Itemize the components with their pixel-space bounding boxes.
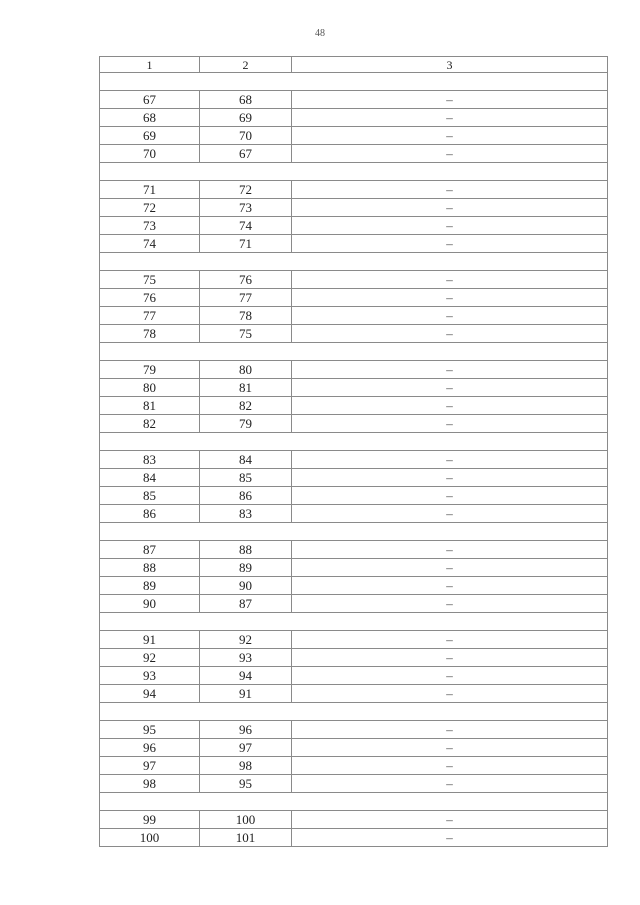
- table-cell-col2: 97: [200, 739, 292, 756]
- table-row: [99, 577, 608, 595]
- table-cell-col3: –: [446, 452, 453, 467]
- table-row: [99, 757, 608, 775]
- table-row: [99, 685, 608, 703]
- table-cell-col1: 74: [100, 235, 200, 252]
- table-row: [99, 451, 608, 469]
- table-cell-col3: –: [446, 668, 453, 683]
- table-cell-col1: 93: [100, 667, 200, 684]
- table-cell-col3: –: [446, 308, 453, 323]
- table-cell-col1: 73: [100, 217, 200, 234]
- table-cell-col3: –: [446, 542, 453, 557]
- table-row: [99, 145, 608, 163]
- table-cell-col2: 80: [200, 361, 292, 378]
- table-cell-col2: 74: [200, 217, 292, 234]
- table-cell-col2: 88: [200, 541, 292, 558]
- table-cell-col3: –: [446, 488, 453, 503]
- table-cell-col3: –: [446, 812, 453, 827]
- table-cell-col1: 70: [100, 145, 200, 162]
- table-row: [99, 199, 608, 217]
- table-cell-col2: 98: [200, 757, 292, 774]
- table-cell-col1: 91: [100, 631, 200, 648]
- table-row: [99, 91, 608, 109]
- table-row: [99, 775, 608, 793]
- table-cell-col1: 77: [100, 307, 200, 324]
- table-cell-col2: 94: [200, 667, 292, 684]
- table-cell-col1: 85: [100, 487, 200, 504]
- table-row: [99, 127, 608, 145]
- table-cell-col1: 100: [100, 829, 200, 846]
- table-cell-col2: 93: [200, 649, 292, 666]
- table-cell-col1: 83: [100, 451, 200, 468]
- table-row: [99, 307, 608, 325]
- table-cell-col1: 99: [100, 811, 200, 828]
- table-cell-col2: 78: [200, 307, 292, 324]
- table-cell-col3: –: [446, 506, 453, 521]
- group-separator-row: [99, 433, 608, 451]
- column-header-2: 2: [200, 57, 292, 72]
- table-cell-col2: 96: [200, 721, 292, 738]
- table-cell-col2: 68: [200, 91, 292, 108]
- table-cell-col3: –: [446, 362, 453, 377]
- table-cell-col2: 95: [200, 775, 292, 792]
- table-cell-col1: 90: [100, 595, 200, 612]
- table-cell-col1: 89: [100, 577, 200, 594]
- table-cell-col1: 95: [100, 721, 200, 738]
- group-separator-row: [99, 793, 608, 811]
- table-cell-col1: 84: [100, 469, 200, 486]
- table-row: [99, 487, 608, 505]
- table-row: [99, 649, 608, 667]
- table-cell-col3: –: [446, 578, 453, 593]
- group-separator-row: [99, 343, 608, 361]
- table-cell-col2: 91: [200, 685, 292, 702]
- table-cell-col3: –: [446, 560, 453, 575]
- table-cell-col1: 79: [100, 361, 200, 378]
- group-separator-row: [99, 703, 608, 721]
- table-cell-col3: –: [446, 236, 453, 251]
- table-cell-col1: 67: [100, 91, 200, 108]
- table-cell-col2: 72: [200, 181, 292, 198]
- table-cell-col1: 87: [100, 541, 200, 558]
- group-separator-row: [99, 73, 608, 91]
- table-cell-col1: 68: [100, 109, 200, 126]
- table-cell-col2: 83: [200, 505, 292, 522]
- table-cell-col2: 77: [200, 289, 292, 306]
- table-cell-col1: 81: [100, 397, 200, 414]
- table-cell-col3: –: [446, 650, 453, 665]
- table-cell-col3: –: [446, 740, 453, 755]
- table-row: [99, 505, 608, 523]
- table-row: [99, 109, 608, 127]
- table-cell-col1: 80: [100, 379, 200, 396]
- table-row: [99, 559, 608, 577]
- table-cell-col3: –: [446, 146, 453, 161]
- table-cell-col2: 67: [200, 145, 292, 162]
- group-separator-row: [99, 163, 608, 181]
- table-row: [99, 667, 608, 685]
- table-row: [99, 415, 608, 433]
- column-header-3: 3: [446, 58, 453, 72]
- table-cell-col1: 98: [100, 775, 200, 792]
- table-row: [99, 541, 608, 559]
- table-row: [99, 181, 608, 199]
- table-cell-col3: –: [446, 632, 453, 647]
- table-cell-col2: 84: [200, 451, 292, 468]
- table-cell-col3: –: [446, 776, 453, 791]
- table-cell-col2: 75: [200, 325, 292, 342]
- group-separator-row: [99, 523, 608, 541]
- table-row: [99, 361, 608, 379]
- table-cell-col2: 69: [200, 109, 292, 126]
- table-cell-col2: 86: [200, 487, 292, 504]
- table-cell-col2: 87: [200, 595, 292, 612]
- table-cell-col1: 86: [100, 505, 200, 522]
- table-cell-col1: 92: [100, 649, 200, 666]
- table-cell-col3: –: [446, 380, 453, 395]
- group-separator-row: [99, 253, 608, 271]
- table-cell-col3: –: [446, 128, 453, 143]
- table-row: [99, 325, 608, 343]
- table-cell-col2: 71: [200, 235, 292, 252]
- table-cell-col2: 85: [200, 469, 292, 486]
- page-number: 48: [315, 28, 325, 39]
- table-cell-col1: 94: [100, 685, 200, 702]
- table-row: [99, 739, 608, 757]
- table-cell-col3: –: [446, 722, 453, 737]
- table-row: [99, 811, 608, 829]
- table-cell-col3: –: [446, 200, 453, 215]
- table-row: [99, 217, 608, 235]
- table-cell-col2: 70: [200, 127, 292, 144]
- table-row: [99, 721, 608, 739]
- table-cell-col1: 97: [100, 757, 200, 774]
- table-cell-col2: 76: [200, 271, 292, 288]
- table-cell-col2: 101: [200, 829, 292, 846]
- table-row: [99, 289, 608, 307]
- table-cell-col1: 88: [100, 559, 200, 576]
- table-row: [99, 271, 608, 289]
- table-cell-col2: 82: [200, 397, 292, 414]
- table-row: [99, 631, 608, 649]
- table-row: [99, 595, 608, 613]
- table-cell-col3: –: [446, 290, 453, 305]
- group-separator-row: [99, 613, 608, 631]
- table-cell-col3: –: [446, 596, 453, 611]
- table-row: [99, 379, 608, 397]
- table-cell-col3: –: [446, 326, 453, 341]
- table-cell-col1: 76: [100, 289, 200, 306]
- table-body: [99, 73, 608, 847]
- table-header-row: [99, 56, 608, 73]
- table-cell-col3: –: [446, 830, 453, 845]
- table-cell-col1: 82: [100, 415, 200, 432]
- table-cell-col3: –: [446, 182, 453, 197]
- column-header-1: 1: [100, 57, 200, 72]
- table-row: [99, 469, 608, 487]
- table-row: [99, 829, 608, 847]
- table-cell-col3: –: [446, 758, 453, 773]
- table-cell-col2: 73: [200, 199, 292, 216]
- table-cell-col2: 90: [200, 577, 292, 594]
- table-cell-col3: –: [446, 686, 453, 701]
- table-cell-col1: 78: [100, 325, 200, 342]
- table-cell-col3: –: [446, 470, 453, 485]
- table-cell-col3: –: [446, 218, 453, 233]
- table-cell-col2: 79: [200, 415, 292, 432]
- table-cell-col3: –: [446, 272, 453, 287]
- table-cell-col1: 96: [100, 739, 200, 756]
- table-cell-col1: 75: [100, 271, 200, 288]
- table-cell-col1: 69: [100, 127, 200, 144]
- table-cell-col1: 72: [100, 199, 200, 216]
- table-cell-col2: 81: [200, 379, 292, 396]
- data-table: [99, 56, 608, 847]
- table-row: [99, 235, 608, 253]
- table-cell-col2: 92: [200, 631, 292, 648]
- table-cell-col1: 71: [100, 181, 200, 198]
- table-cell-col3: –: [446, 416, 453, 431]
- table-cell-col3: –: [446, 92, 453, 107]
- table-cell-col3: –: [446, 110, 453, 125]
- table-cell-col2: 89: [200, 559, 292, 576]
- table-row: [99, 397, 608, 415]
- table-cell-col2: 100: [200, 811, 292, 828]
- table-cell-col3: –: [446, 398, 453, 413]
